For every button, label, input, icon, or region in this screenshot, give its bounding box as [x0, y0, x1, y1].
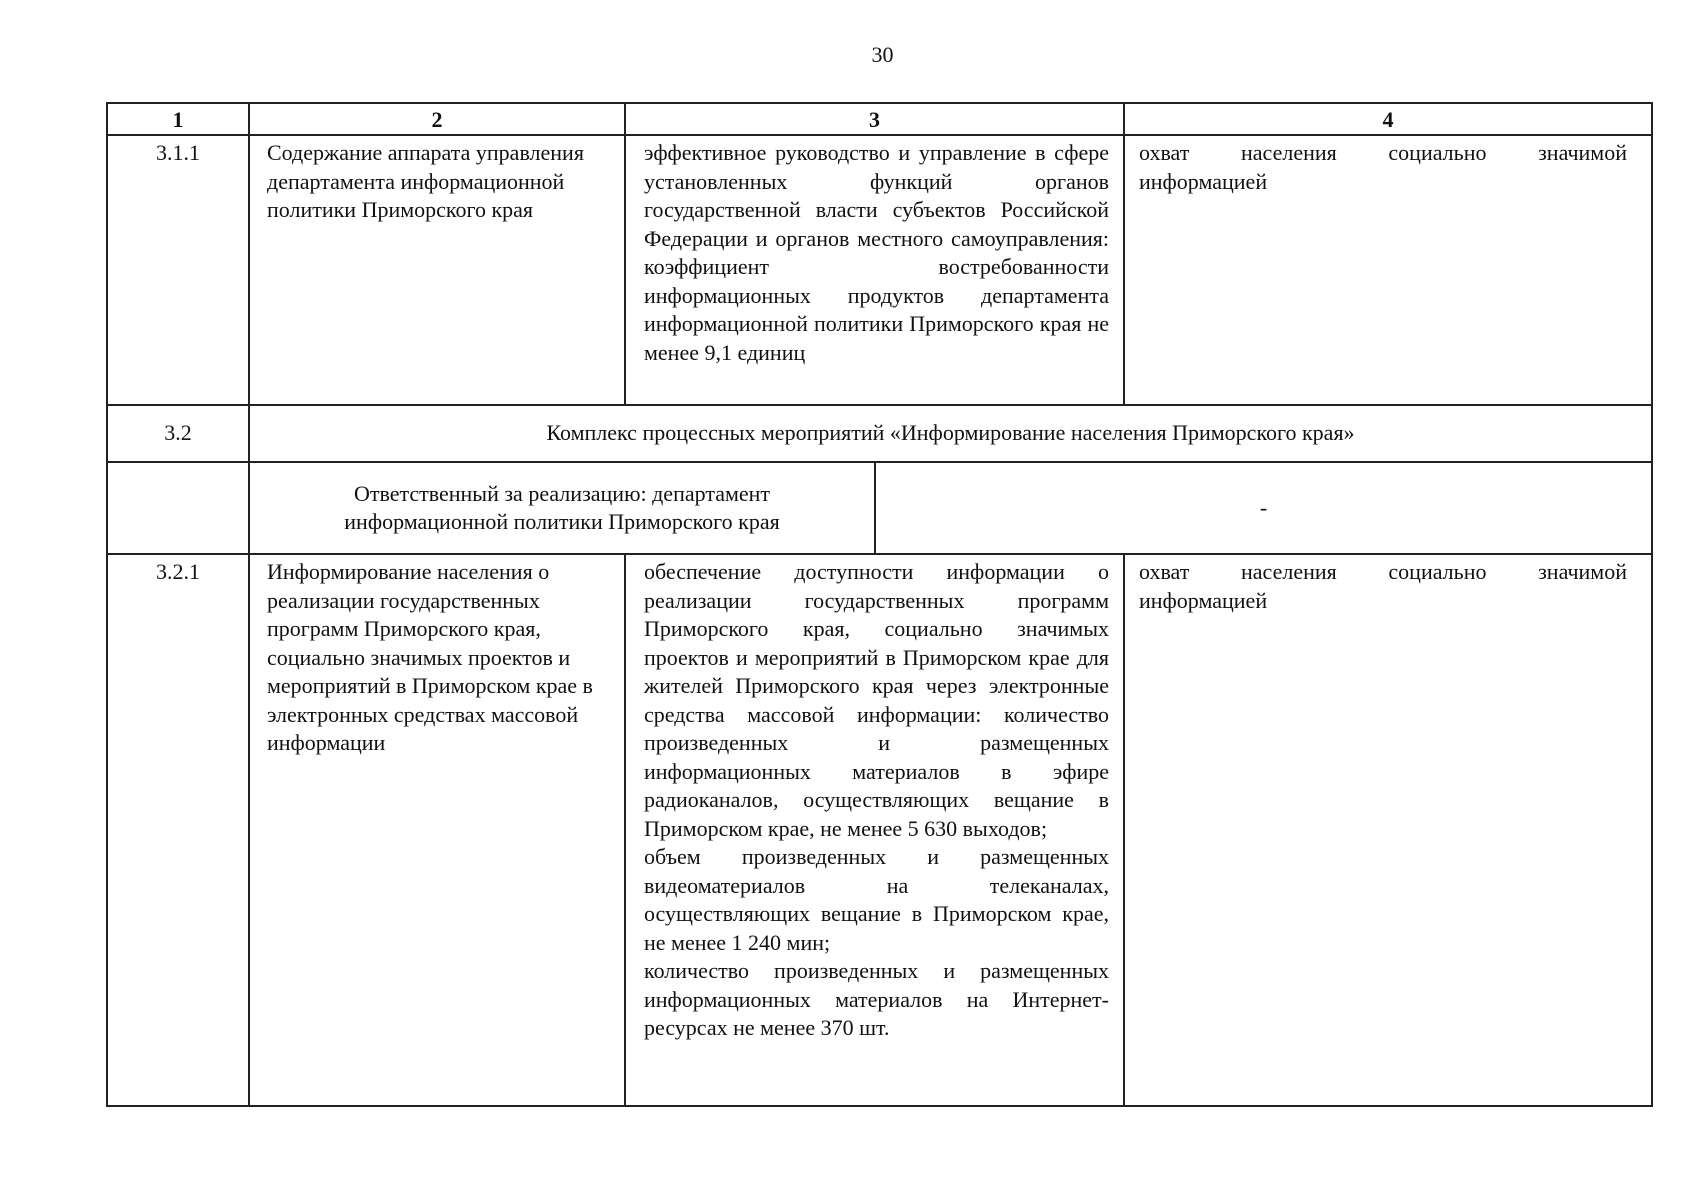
indicator-line-2: информацией — [1139, 587, 1268, 613]
section-title: Комплекс процессных мероприятий «Информирование населения Приморского края» — [249, 405, 1652, 462]
measure-name: Информирование населения о реализации государственных программ Приморского края, социально значимых проектов и мероприятий в Приморском крае в электронных средствах массовой информации — [249, 554, 625, 1106]
measure-result — [625, 135, 1124, 405]
header-col-3: 3 — [625, 103, 1124, 135]
table-row-responsible — [107, 462, 1652, 554]
measure-indicator — [1124, 554, 1652, 1106]
result-paragraph-2: объем произведенных и размещенных видеоматериалов на телеканалах, осуществляющих вещание в Приморском крае, не менее 1 240 мин; — [644, 844, 1109, 955]
measure-name: Содержание аппарата управления департамента информационной политики Приморского края — [249, 135, 625, 405]
table-header-row — [107, 103, 1652, 135]
responsible-executor: Ответственный за реализацию: департамент информационной политики Приморского края — [249, 462, 875, 554]
table-row-3-1-1 — [107, 135, 1652, 405]
empty-cell — [107, 462, 249, 554]
header-col-2: 2 — [249, 103, 625, 135]
result-text: эффективное руководство и управление в сфере установленных функций органов государственной власти субъектов Российской Федерации и органов местного самоуправления: коэффициент востребованности информационных продуктов департамента информационной политики Приморского края не менее 9,1 единиц — [644, 140, 1109, 365]
responsible-dash: - — [875, 462, 1652, 554]
row-number: 3.2.1 — [107, 554, 249, 1106]
indicator-line-2: информацией — [1139, 168, 1268, 194]
page-number: 30 — [871, 42, 894, 67]
table-row-3-2-1 — [107, 554, 1652, 1106]
row-number: 3.1.1 — [107, 135, 249, 405]
row-number: 3.2 — [107, 405, 249, 462]
measure-indicator — [1124, 135, 1652, 405]
table-row-3-2 — [107, 405, 1652, 462]
measure-result — [625, 554, 1124, 1106]
measures-table — [106, 102, 1653, 1107]
result-paragraph-3: количество произведенных и размещенных информационных материалов на Интернет-ресурсах не менее 370 шт. — [644, 958, 1109, 1040]
indicator-line-1: охват населения социально значимой — [1139, 559, 1627, 584]
result-paragraph-1: обеспечение доступности информации о реализации государственных программ Приморского края, социально значимых проектов и мероприятий в Приморском крае для жителей Приморского края через электронные средства массовой информации: количество произведенных и размещенных информационных материалов в эфире радиоканалов, осуществляющих вещание в Приморском крае, не менее 5 630 выходов; — [644, 559, 1109, 841]
indicator-line-1: охват населения социально значимой — [1139, 140, 1627, 165]
header-col-1: 1 — [107, 103, 249, 135]
header-col-4: 4 — [1124, 103, 1652, 135]
